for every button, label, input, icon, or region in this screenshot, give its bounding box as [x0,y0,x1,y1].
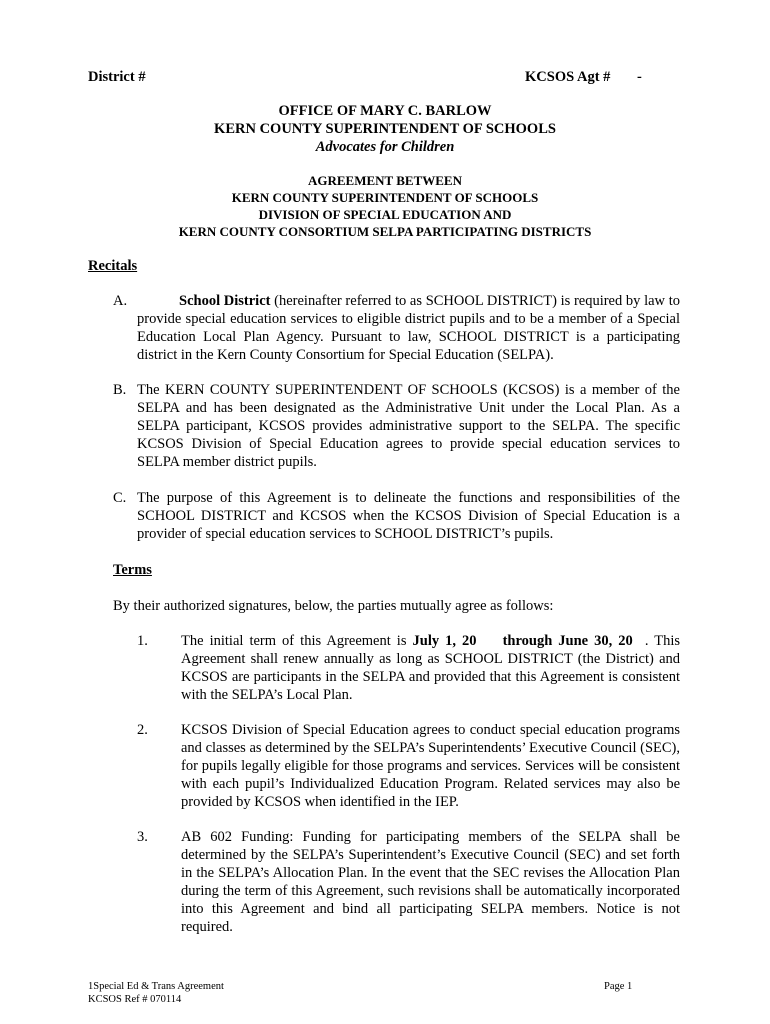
recital-c-text: The purpose of this Agreement is to delineate the functions and responsibilities of the SCHOOL DISTRICT and KCSOS when the KCSOS Division of Special Education is a provider of special education services to SCHOOL DISTRICT’s pupils. [137,490,680,542]
terms-heading: Terms [113,562,152,578]
term-1-body: . This Agreement shall renew annually as long as SCHOOL DISTRICT (the District) and KCSOS are participants in the SELPA and provided that this Agreement is consistent with the SELPA’s Local Plan. [181,633,680,703]
agreement-title-line4: KERN COUNTY CONSORTIUM SELPA PARTICIPATING DISTRICTS [178,224,592,239]
term-start-date: July 1, 20 [412,633,477,649]
recital-a-text [137,292,680,364]
term-2-text: KCSOS Division of Special Education agrees to conduct special education programs and classes as determined by the SELPA’s Superintendents’ Executive Council (SEC), for pupils legally eligible for those programs and services. Services will be consistent with each pupil’s Individualized Education Program. Related services may also be provided by KCSOS when identified in the IEP. [181,722,680,810]
kcsos-agreement-label: KCSOS Agt # [525,69,611,85]
term-2-number: 2. [137,722,148,738]
agreement-title-line1: AGREEMENT BETWEEN [308,173,462,188]
terms-intro: By their authorized signatures, below, the parties mutually agree as follows: [113,598,554,614]
agreement-title-line3: DIVISION OF SPECIAL EDUCATION AND [258,207,512,222]
agreement-dash: - [637,69,642,85]
recitals-heading: Recitals [88,258,138,274]
recital-b-marker: B. [113,382,127,398]
term-1-number: 1. [137,633,148,649]
recital-c-marker: C. [113,490,127,506]
term-3-text: AB 602 Funding: Funding for participating members of the SELPA shall be determined by the SELPA’s Superintendent’s Executive Council (SEC) and set forth in the SELPA’s Allocation Plan. In the event that the SEC revises the Allocation Plan during the term of this Agreement, such revisions shall be automatically incorporated into this Agreement and bind all participating SELPA members. Notice is not required. [181,829,680,935]
term-3-number: 3. [137,829,148,845]
district-number-label: District # [88,69,146,85]
page-number: Page 1 [604,981,633,992]
recital-a-marker: A. [113,293,128,309]
footer-reference: KCSOS Ref # 070114 [88,994,182,1005]
office-name: OFFICE OF MARY C. BARLOW [278,103,492,119]
office-title: KERN COUNTY SUPERINTENDENT OF SCHOOLS [214,121,556,137]
term-end-date: through June 30, 20 [502,633,633,649]
school-district-term: School District [179,293,271,309]
agreement-title-line2: KERN COUNTY SUPERINTENDENT OF SCHOOLS [231,190,539,205]
recital-a-body: (hereinafter referred to as SCHOOL DISTRICT) is required by law to provide special education services to eligible district pupils and to be a member of a Special Education Local Plan Agency. Pursuant to law, SCHOOL DISTRICT is a participating district in the Kern County Consortium for Special Education (SELPA). [137,293,680,363]
term-1-text [181,632,680,704]
term-1-intro: The initial term of this Agreement is [181,633,413,649]
recital-b-text: The KERN COUNTY SUPERINTENDENT OF SCHOOLS (KCSOS) is a member of the SELPA and has been designated as the Administrative Unit under the Local Plan. As a SELPA participant, KCSOS provides administrative support to the SELPA. The specific KCSOS Division of Special Education agrees to provide special education services to SELPA member district pupils. [137,382,680,470]
office-tagline: Advocates for Children [315,139,455,155]
footer-document-name: 1Special Ed & Trans Agreement [88,981,224,992]
